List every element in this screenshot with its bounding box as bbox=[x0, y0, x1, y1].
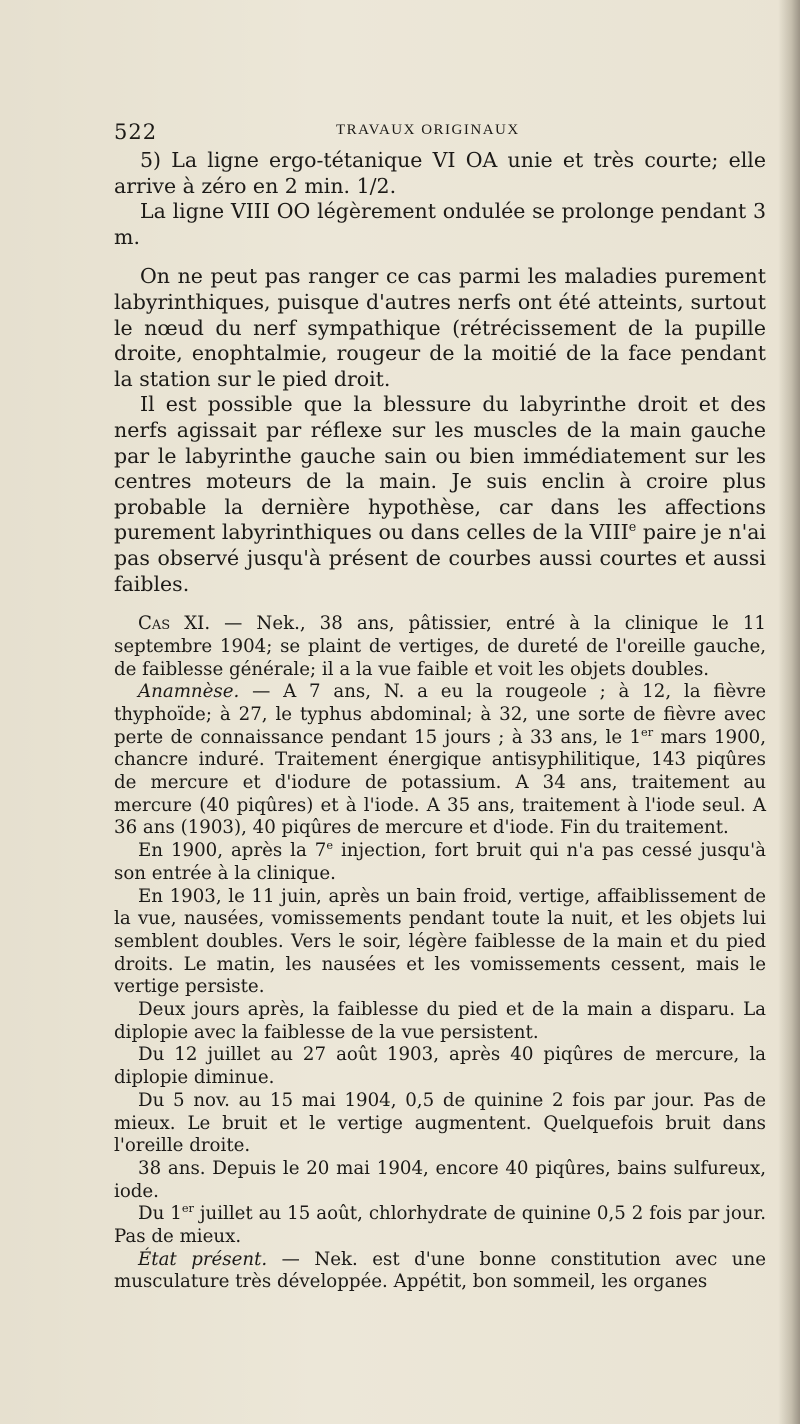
paragraph-juillet: Du 12 juillet au 27 août 1903, après 40 piqûres de mercure, la diplopie diminue. bbox=[114, 1044, 766, 1089]
etat-label: État présent. bbox=[138, 1248, 268, 1270]
paragraph-38-ans: 38 ans. Depuis le 20 mai 1904, encore 40 piqûres, bains sulfureux, iode. bbox=[114, 1157, 766, 1202]
anamnese-paragraph: Anamnèse. — A 7 ans, N. a eu la rougeole ; à 12, la fièvre thyphoïde; à 27, le typhus abdominal; à 32, une sorte de fièvre avec perte de connaissance pendant 15 jours ; à 33 ans, le 1er mars 1900, chancre induré. Traitement énergique antisyphilitique, 143 piqûres de mercure et d'iodure de potassium. A 34 ans, traitement au mercure (40 piqûres) et à l'iode. A 35 ans, traitement à l'iode seul. A 36 ans (1903), 40 piqûres de mercure et d'iode. Fin du traitement. bbox=[114, 681, 767, 839]
paragraph-1er-juillet: Du 1er juillet au 15 août, chlorhydrate de quinine 0,5 2 fois par jour. Pas de mieux. bbox=[114, 1202, 766, 1248]
paragraph-ergo-line-viii: La ligne VIII OO légèrement ondulée se prolonge pendant 3 m. bbox=[114, 199, 766, 249]
page-number: 522 bbox=[114, 120, 158, 144]
page-edge-shadow bbox=[778, 0, 800, 1424]
paragraph-ergo-line-vi: 5) La ligne ergo-tétanique VI OA unie et très courte; elle arrive à zéro en 2 min. 1/2. bbox=[114, 148, 766, 198]
case-label: Cas XI. bbox=[138, 613, 211, 635]
paragraph-deux-jours: Deux jours après, la faiblesse du pied et de la main a disparu. La diplopie avec la faiblesse de la vue persistent. bbox=[114, 999, 766, 1043]
case-heading-paragraph: Cas XI. — Nek., 38 ans, pâtissier, entré à la clinique le 11 septembre 1904; se plaint de vertiges, de dureté de l'oreille gauche, de faiblesse générale; il a la vue faible et voit les objets doubles. bbox=[114, 613, 766, 680]
paragraph-1900: En 1900, après la 7e injection, fort bruit qui n'a pas cessé jusqu'à son entrée à la clinique. bbox=[114, 839, 766, 884]
case-report bbox=[114, 613, 766, 1294]
paragraph-discussion: On ne peut pas ranger ce cas parmi les maladies purement labyrinthiques, puisque d'autres nerfs ont été atteints, surtout le nœud du nerf sympathique (rétrécissement de la pupille droite, enophtalmie, rougeur de la moitié de la face pendant la station sur le pied droit. bbox=[114, 264, 766, 391]
paragraph-novembre: Du 5 nov. au 15 mai 1904, 0,5 de quinine 2 fois par jour. Pas de mieux. Le bruit et le vertige augmentent. Quelquefois bruit dans l'oreille droite. bbox=[114, 1089, 766, 1157]
running-title: TRAVAUX ORIGINAUX bbox=[336, 122, 520, 138]
anamnese-label: Anamnèse. bbox=[138, 681, 240, 703]
paragraph-hypothesis: Il est possible que la blessure du labyrinthe droit et des nerfs agissait par réflexe sur les muscles de la main gauche par le labyrinthe gauche sain ou bien immédiatement sur les centres moteurs de la main. Je suis enclin à croire plus probable la dernière hypothèse, car dans les affections purement labyrinthiques ou dans celles de la VIIIe paire je n'ai pas observé jusqu'à présent de courbes aussi courtes et aussi faibles. bbox=[114, 392, 766, 596]
main-text bbox=[114, 148, 766, 597]
etat-present-paragraph: État présent. — Nek. est d'une bonne constitution avec une musculature très développée. Appétit, bon sommeil, les organes bbox=[114, 1248, 766, 1293]
page-body bbox=[114, 148, 766, 1294]
paragraph-1903: En 1903, le 11 juin, après un bain froid, vertige, affaiblissement de la vue, nausées, vomissements pendant toute la nuit, et les objets lui semblent doubles. Vers le soir, légère faiblesse de la main et du pied droits. Le matin, les nausées et les vomissements cessent, mais le vertige persiste. bbox=[114, 885, 766, 998]
page-header bbox=[114, 120, 764, 150]
